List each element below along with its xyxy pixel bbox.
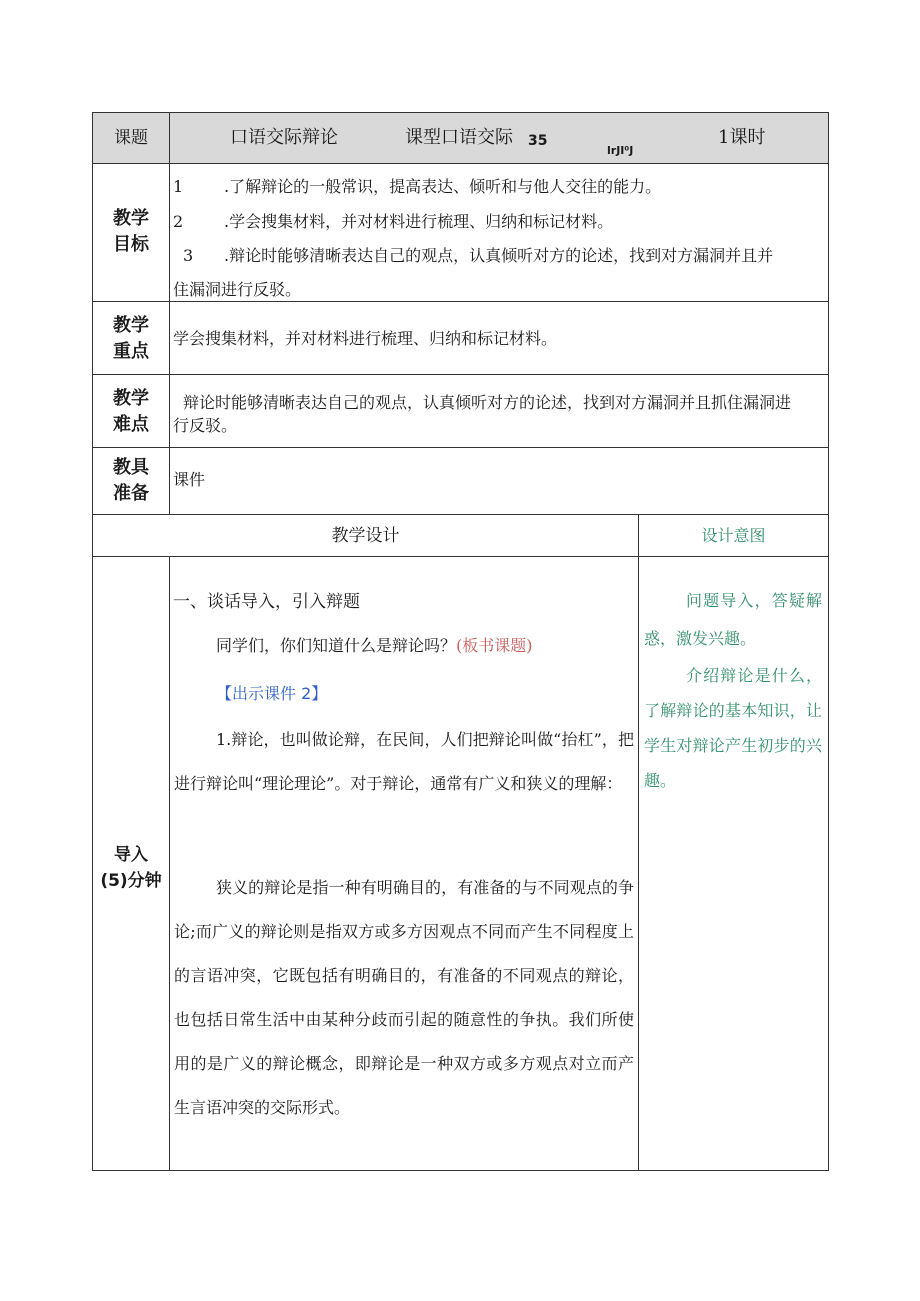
intro-label <box>93 842 169 894</box>
intro-intent-2: 介绍辩论是什么，了解辩论的基本知识，让学生对辩论产生初步的兴趣。 <box>644 666 822 790</box>
objective-item-3-continued: 住漏洞进行反驳。 <box>173 280 302 299</box>
border-label-col-bottom <box>169 556 170 1171</box>
intro-paragraph-2: 狭义的辩论是指一种有明确目的，有准备的与不同观点的争论;而广义的辩论则是指双方或多方因观点不同而产生不同程度上的言语冲突，它既包括有明确目的，有准备的不同观点的辩论，也包括日常生活中由某种分歧而引起的随意性的争执。我们所使用的是广义的辩论概念，即辩论是一种双方或多方观点对立而产生言语冲突的交际形式。 <box>174 878 634 1117</box>
border-left <box>92 112 93 1171</box>
objective-text: .学会搜集材料，并对材料进行梳理、归纳和标记材料。 <box>224 212 614 231</box>
border-row1 <box>92 163 829 164</box>
key-points-label-line1: 教学 <box>113 315 149 336</box>
header-small-mark: lrJI⁰J <box>607 144 634 157</box>
courseware-tag: 【出示课件 2】 <box>216 684 328 703</box>
lesson-type: 课型口语交际 <box>405 127 513 148</box>
difficulties-label-line1: 教学 <box>113 388 149 409</box>
lesson-title: 口语交际辩论 <box>230 127 338 148</box>
border-right <box>828 112 829 1171</box>
design-intent-header: 设计意图 <box>701 526 766 545</box>
border-row3 <box>92 374 829 375</box>
intro-heading: 一、谈话导入，引入辩题 <box>173 592 360 612</box>
header-label: 课题 <box>114 128 148 148</box>
border-row4 <box>92 447 829 448</box>
difficulties-label <box>94 386 168 438</box>
objectives-label <box>94 206 168 258</box>
border-intent-col <box>638 514 639 1171</box>
key-points-label-line2: 重点 <box>113 341 149 362</box>
intro-label-line1: 导入 <box>114 845 148 865</box>
intro-label-line2: (5)分钟 <box>100 871 162 891</box>
key-points-text: 学会搜集材料，并对材料进行梳理、归纳和标记材料。 <box>173 329 558 348</box>
border-row5 <box>92 514 829 515</box>
intro-question: 同学们，你们知道什么是辩论吗？ <box>216 636 457 655</box>
objectives-label-line1: 教学 <box>113 208 149 229</box>
intro-intent-1: 问题导入，答疑解惑，激发兴趣。 <box>644 591 822 648</box>
difficulties-label-line2: 难点 <box>113 414 149 435</box>
lesson-number: 35 <box>528 133 548 149</box>
materials-label-line1: 教具 <box>113 457 149 478</box>
objective-number: 1 <box>173 177 184 196</box>
objective-text: .辩论时能够清晰表达自己的观点，认真倾听对方的论述，找到对方漏洞并且并 <box>224 246 774 265</box>
border-label-col-top <box>169 112 170 515</box>
difficulties-text-line1: 辩论时能够清晰表达自己的观点，认真倾听对方的论述，找到对方漏洞并且抓住漏洞进 <box>183 393 792 412</box>
difficulties-text-line2: 行反驳。 <box>173 416 238 435</box>
materials-text: 课件 <box>173 470 206 489</box>
materials-label <box>94 455 168 507</box>
border-row2 <box>92 301 829 302</box>
lesson-period: 1课时 <box>718 127 766 148</box>
design-title: 教学设计 <box>331 526 400 546</box>
intro-question-line <box>216 636 533 656</box>
intro-paragraph-1: 1.辩论，也叫做论辩，在民间，人们把辩论叫做“抬杠”，把进行辩论叫“理论理论”。对于辩论，通常有广义和狭义的理解： <box>174 730 634 793</box>
border-row6 <box>92 556 829 557</box>
objectives-label-line2: 目标 <box>113 234 149 255</box>
materials-label-line2: 准备 <box>113 483 149 504</box>
objective-text: .了解辩论的一般常识，提高表达、倾听和与他人交往的能力。 <box>224 177 662 196</box>
key-points-label <box>94 313 168 365</box>
objective-number: 3 <box>183 246 194 265</box>
board-note: (板书课题) <box>456 636 533 655</box>
border-bottom <box>92 1170 829 1171</box>
border-top <box>92 112 829 113</box>
objective-number: 2 <box>173 212 184 231</box>
